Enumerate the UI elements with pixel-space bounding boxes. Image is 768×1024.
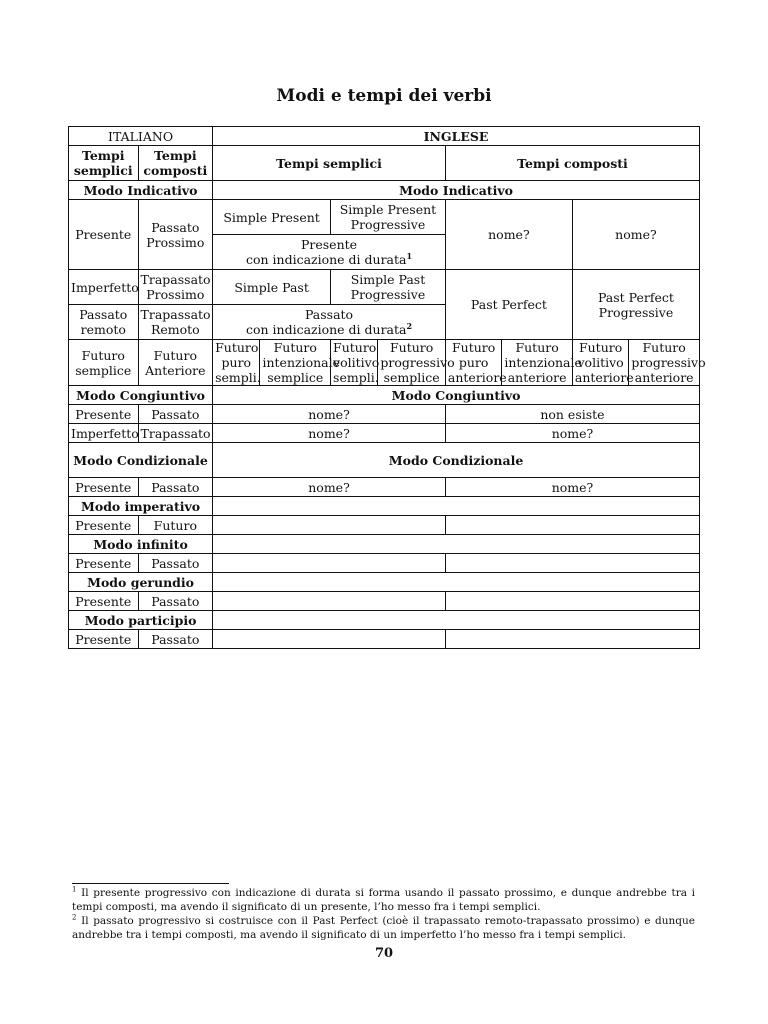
section-indicativo-it: Modo Indicativo bbox=[69, 181, 213, 200]
cell-presente-durata bbox=[213, 235, 446, 270]
cell-trapassato-remoto: Trapassato Remoto bbox=[138, 305, 213, 340]
cell-simple-present: Simple Present bbox=[213, 200, 331, 235]
cell-cond-presente: Presente bbox=[69, 478, 139, 497]
cell-futuro-progressivo-anteriore: Futuro progressivo anteriore bbox=[629, 340, 700, 386]
cell-simple-past-progressive: Simple Past Progressive bbox=[331, 270, 446, 305]
cell-cong-en-composti-2: nome? bbox=[445, 424, 699, 443]
presente-durata-line-2: con indicazione di durata bbox=[245, 252, 407, 267]
section-gerundio: Modo gerundio bbox=[69, 573, 213, 592]
header-tempi-composti-it: Tempi composti bbox=[138, 146, 213, 181]
cell-futuro-puro-anteriore: Futuro puro anteriore bbox=[445, 340, 501, 386]
section-imperativo: Modo imperativo bbox=[69, 497, 213, 516]
cell-cong-en-semplici-2: nome? bbox=[213, 424, 446, 443]
cell-futuro-intenzionale-semplice: Futuro intenzionale semplice bbox=[260, 340, 331, 386]
cell-inf-en-semplici bbox=[213, 554, 446, 573]
cell-passato-prossimo: Passato Prossimo bbox=[138, 200, 213, 270]
header-tempi-semplici-it: Tempi semplici bbox=[69, 146, 139, 181]
cell-inf-passato: Passato bbox=[138, 554, 213, 573]
cell-futuro-anteriore: Futuro Anteriore bbox=[138, 340, 213, 386]
cell-futuro-semplice: Futuro semplice bbox=[69, 340, 139, 386]
cell-imp-presente: Presente bbox=[69, 516, 139, 535]
cell-imperfetto: Imperfetto bbox=[69, 270, 139, 305]
cell-cong-en-composti-1: non esiste bbox=[445, 405, 699, 424]
section-condizionale-en: Modo Condizionale bbox=[213, 443, 700, 478]
cell-cong-en-semplici-1: nome? bbox=[213, 405, 446, 424]
cell-ger-en-semplici bbox=[213, 592, 446, 611]
cell-cond-en-composti: nome? bbox=[445, 478, 699, 497]
cell-futuro-progressivo-semplice: Futuro progressivo semplice bbox=[378, 340, 446, 386]
section-participio-en bbox=[213, 611, 700, 630]
cell-part-en-composti bbox=[445, 630, 699, 649]
cell-futuro-intenzionale-anteriore: Futuro intenzionale anteriore bbox=[502, 340, 573, 386]
section-congiuntivo-it: Modo Congiuntivo bbox=[69, 386, 213, 405]
presente-durata-line-1: Presente bbox=[300, 237, 358, 252]
cell-part-passato: Passato bbox=[138, 630, 213, 649]
section-congiuntivo-en: Modo Congiuntivo bbox=[213, 386, 700, 405]
footnotes bbox=[72, 883, 695, 942]
cell-futuro-volitivo-semplice: Futuro volitivo sempli. bbox=[331, 340, 378, 386]
footnote-2 bbox=[72, 914, 695, 942]
cell-ger-presente: Presente bbox=[69, 592, 139, 611]
header-tempi-composti-en: Tempi composti bbox=[445, 146, 699, 181]
cell-imp-futuro: Futuro bbox=[138, 516, 213, 535]
footnote-separator bbox=[72, 883, 229, 884]
verb-tenses-table bbox=[68, 126, 706, 649]
cell-cong-presente: Presente bbox=[69, 405, 139, 424]
header-tempi-semplici-en: Tempi semplici bbox=[213, 146, 446, 181]
section-infinito: Modo infinito bbox=[69, 535, 213, 554]
cell-part-en-semplici bbox=[213, 630, 446, 649]
cell-inf-presente: Presente bbox=[69, 554, 139, 573]
cell-past-perfect: Past Perfect bbox=[445, 270, 572, 340]
page-number: 70 bbox=[374, 946, 394, 961]
cell-futuro-puro-semplice: Futuro puro sempli. bbox=[213, 340, 260, 386]
section-gerundio-en bbox=[213, 573, 700, 592]
cell-inf-en-composti bbox=[445, 554, 699, 573]
footnote-1-mark: 1 bbox=[72, 885, 77, 894]
cell-nome-composti-2: nome? bbox=[572, 200, 699, 270]
cell-cong-trapassato: Trapassato bbox=[138, 424, 213, 443]
section-imperativo-en bbox=[213, 497, 700, 516]
cell-simple-present-progressive: Simple Present Progressive bbox=[331, 200, 446, 235]
cell-ger-en-composti bbox=[445, 592, 699, 611]
passato-durata-line-2: con indicazione di durata bbox=[245, 322, 407, 337]
section-condizionale-it: Modo Condizionale bbox=[69, 443, 213, 478]
cell-passato-durata bbox=[213, 305, 446, 340]
header-inglese: INGLESE bbox=[213, 127, 700, 146]
cell-ger-passato: Passato bbox=[138, 592, 213, 611]
cell-passato-remoto: Passato remoto bbox=[69, 305, 139, 340]
footnote-ref-2: 2 bbox=[406, 320, 413, 331]
footnote-1 bbox=[72, 886, 695, 914]
cell-part-presente: Presente bbox=[69, 630, 139, 649]
cell-cond-passato: Passato bbox=[138, 478, 213, 497]
footnote-ref-1: 1 bbox=[406, 250, 413, 261]
header-italiano: ITALIANO bbox=[69, 127, 213, 146]
cell-cond-en-semplici: nome? bbox=[213, 478, 446, 497]
section-indicativo-en: Modo Indicativo bbox=[213, 181, 700, 200]
cell-presente: Presente bbox=[69, 200, 139, 270]
cell-cong-passato: Passato bbox=[138, 405, 213, 424]
cell-imp-en-composti bbox=[445, 516, 699, 535]
cell-past-perfect-progressive: Past Perfect Progressive bbox=[572, 270, 699, 340]
cell-imp-en-semplici bbox=[213, 516, 446, 535]
page-title: Modi e tempi dei verbi bbox=[276, 86, 492, 106]
cell-futuro-volitivo-anteriore: Futuro volitivo anteriore bbox=[572, 340, 628, 386]
footnote-1-text: Il presente progressivo con indicazione di durata si forma usando il passato prossimo, e dunque andrebbe tra i tempi composti, ma avendo il significato di un presente, l’ho messo fra i tempi semplici. bbox=[72, 887, 695, 913]
section-participio: Modo participio bbox=[69, 611, 213, 630]
passato-durata-line-1: Passato bbox=[304, 307, 354, 322]
footnote-2-mark: 2 bbox=[72, 913, 77, 922]
cell-simple-past: Simple Past bbox=[213, 270, 331, 305]
cell-nome-composti-1: nome? bbox=[445, 200, 572, 270]
cell-trapassato-prossimo: Trapassato Prossimo bbox=[138, 270, 213, 305]
footnote-2-text: Il passato progressivo si costruisce con il Past Perfect (cioè il trapassato remoto-trapassato prossimo) e dunque andrebbe tra i tempi composti, ma avendo il significato di un imperfetto l’ho messo fra i tempi semplici. bbox=[72, 915, 695, 941]
section-infinito-en bbox=[213, 535, 700, 554]
cell-cong-imperfetto: Imperfetto bbox=[69, 424, 139, 443]
